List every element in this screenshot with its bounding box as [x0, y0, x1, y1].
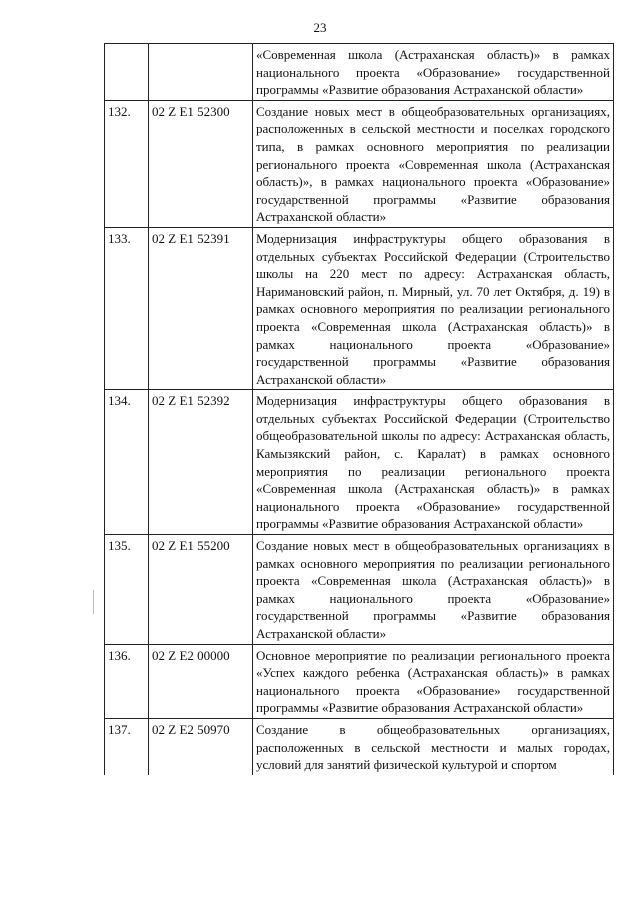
row-number: 137. [105, 718, 149, 774]
row-number: 134. [105, 390, 149, 535]
classification-code: 02 Z E1 52392 [149, 390, 253, 535]
budget-classification-table [104, 43, 614, 775]
table-row [105, 644, 614, 718]
table-row [105, 390, 614, 535]
classification-code: 02 Z E1 55200 [149, 535, 253, 645]
row-description: Создание новых мест в общеобразовательных организациях в рамках основного мероприятия по реализации регионального проекта «Современная школа (Астраханская область)» в рамках национального проекта «Образование» государственной программы «Развитие образования Астраханской области» [253, 535, 614, 645]
row-description: Модернизация инфраструктуры общего образования в отдельных субъектах Российской Федерации (Строительство общеобразовательной школы по адресу: Астраханская область, Камызякский район, с. Каралат) в рамках основного мероприятия по реализации регионального проекта «Современная школа (Астраханская область)» в рамках национального проекта «Образование» государственной программы «Развитие образования Астраханской области» [253, 390, 614, 535]
row-number: 136. [105, 644, 149, 718]
row-description: Основное мероприятие по реализации регионального проекта «Успех каждого ребенка (Астраханская область)» в рамках национального проекта «Образование» государственной программы «Развитие образования Астраханской области» [253, 644, 614, 718]
table-row [105, 535, 614, 645]
classification-code: 02 Z E1 52391 [149, 227, 253, 389]
classification-code [149, 44, 253, 101]
row-description: Модернизация инфраструктуры общего образования в отдельных субъектах Российской Федерации (Строительство школы на 220 мест по адресу: Астраханская область, Наримановский район, п. Мирный, ул. 70 лет Октября, д. 19) в рамках основного мероприятия по реализации регионального проекта «Современная школа (Астраханская область)» в рамках национального проекта «Образование» государственной программы «Развитие образования Астраханской области» [253, 227, 614, 389]
page-number: 23 [313, 20, 327, 35]
table-row [105, 100, 614, 227]
row-number: 133. [105, 227, 149, 389]
row-description: Создание новых мест в общеобразовательных организациях, расположенных в сельской местности и поселках городского типа, в рамках основного мероприятия по реализации регионального проекта «Современная школа (Астраханская область)», в рамках национального проекта «Образование» государственной программы «Развитие образования Астраханской области» [253, 100, 614, 227]
row-number [105, 44, 149, 101]
scan-margin-mark [93, 590, 94, 614]
classification-code: 02 Z E2 00000 [149, 644, 253, 718]
row-number: 132. [105, 100, 149, 227]
table-row [105, 227, 614, 389]
classification-code: 02 Z E1 52300 [149, 100, 253, 227]
row-description: Создание в общеобразовательных организациях, расположенных в сельской местности и малых городах, условий для занятий физической культурой и спортом [253, 718, 614, 774]
row-description: «Современная школа (Астраханская область)» в рамках национального проекта «Образование» государственной программы «Развитие образования Астраханской области» [253, 44, 614, 101]
classification-code: 02 Z E2 50970 [149, 718, 253, 774]
table-row [105, 718, 614, 774]
table-row [105, 44, 614, 101]
row-number: 135. [105, 535, 149, 645]
